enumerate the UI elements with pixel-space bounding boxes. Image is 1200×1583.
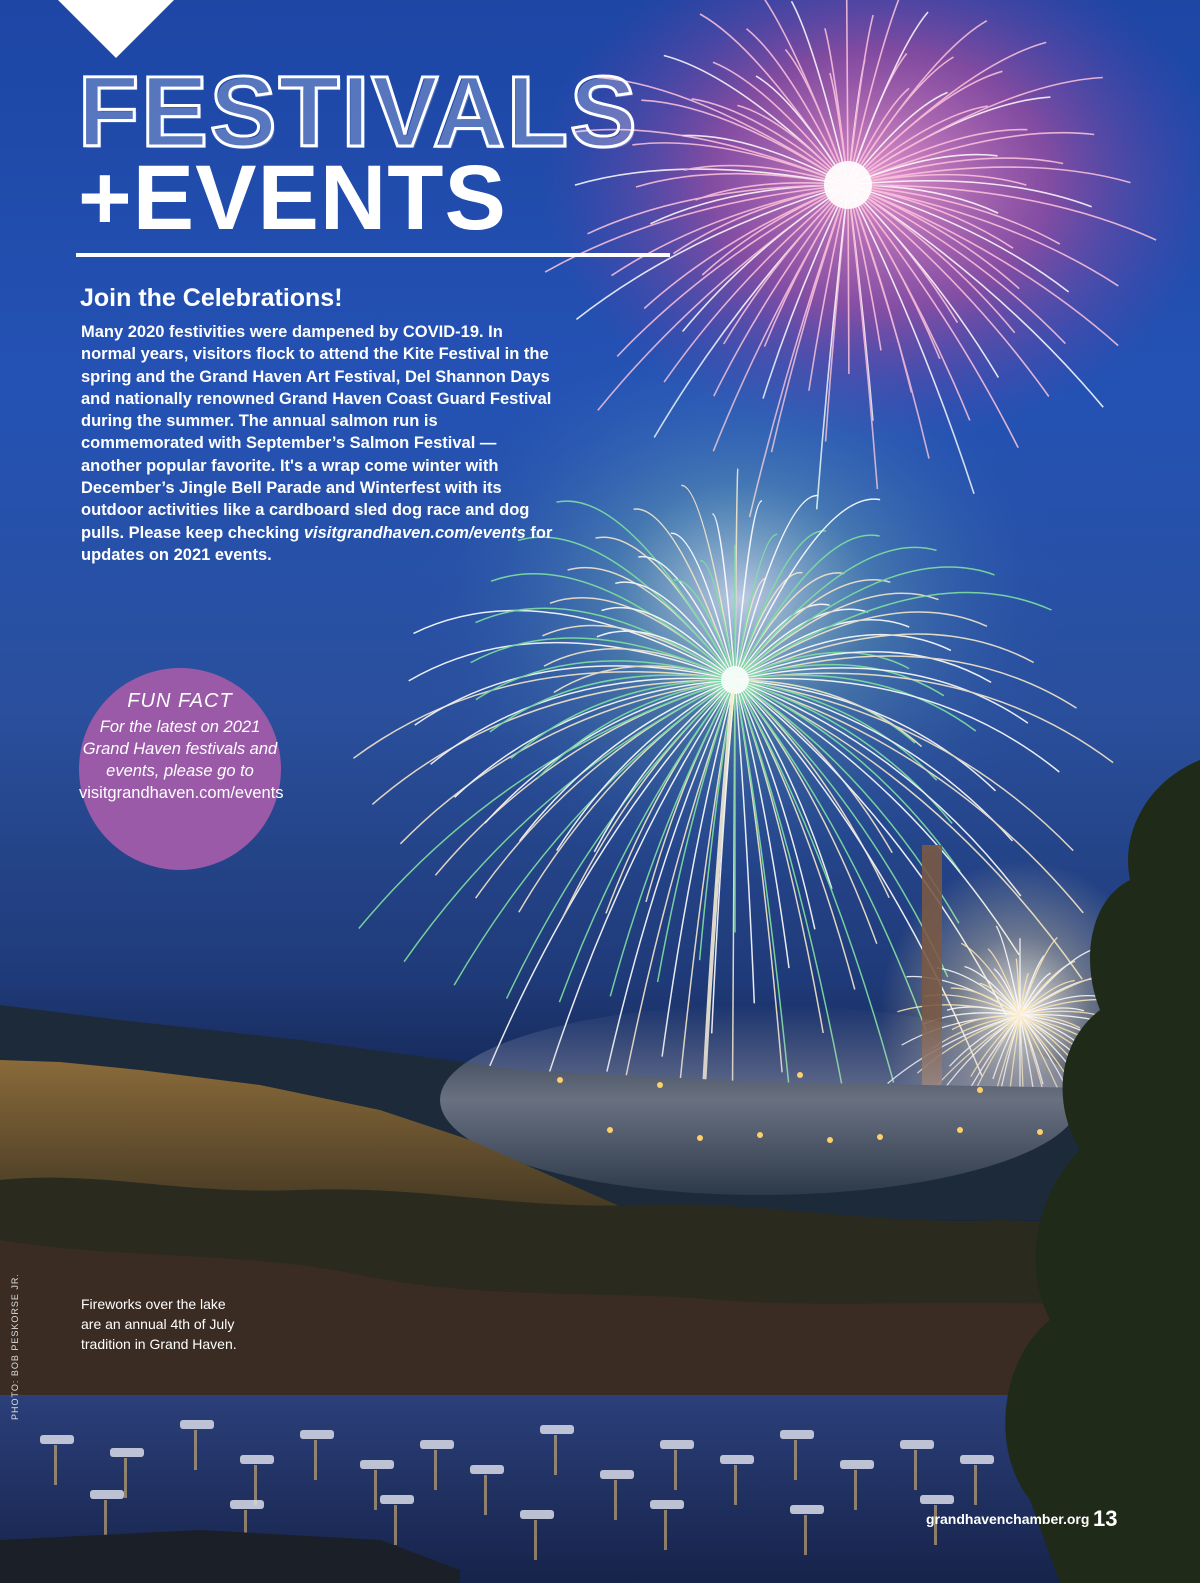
light-reflection: [674, 1450, 677, 1490]
boat: [960, 1455, 994, 1464]
shore-light: [797, 1072, 803, 1078]
light-reflection: [554, 1435, 557, 1475]
boat: [600, 1470, 634, 1479]
light-reflection: [434, 1450, 437, 1490]
boat: [920, 1495, 954, 1504]
boat: [90, 1490, 124, 1499]
firework-smoke: [440, 1005, 1080, 1195]
light-reflection: [484, 1475, 487, 1515]
shore-light: [957, 1127, 963, 1133]
boat: [540, 1425, 574, 1434]
light-reflection: [734, 1465, 737, 1505]
shore-light: [827, 1137, 833, 1143]
page-number: 13: [1093, 1506, 1118, 1531]
shore-light: [697, 1135, 703, 1141]
article-body-intro: Many 2020 festivities were dampened by COVID-19. In normal years, visitors flock to attend the Kite Festival in the spring and the Grand Haven Art Festival, Del Shannon Days and nationally renowned Grand Haven Coast Guard Festival during the summer. The annual salmon run is commemorated with September’s Salmon Festival — another popular favorite. It's a wrap come winter with December’s Jingle Bell Parade and Winterfest with its outdoor activities like a cardboard sled dog race and dog pulls. Please keep checking: [81, 323, 552, 542]
boat: [300, 1430, 334, 1439]
light-reflection: [804, 1515, 807, 1555]
title-divider: [76, 253, 670, 257]
fun-fact-text: For the latest on 2021 Grand Haven festivals and events, please go to: [82, 718, 278, 780]
boat: [660, 1440, 694, 1449]
light-reflection: [104, 1500, 107, 1540]
shore-light: [557, 1077, 563, 1083]
fun-fact-badge: [79, 668, 284, 870]
light-reflection: [794, 1440, 797, 1480]
boat: [420, 1440, 454, 1449]
boat: [240, 1455, 274, 1464]
article-subhead: Join the Celebrations!: [80, 284, 343, 312]
shore-light: [607, 1127, 613, 1133]
boat: [840, 1460, 874, 1469]
boat: [40, 1435, 74, 1444]
light-reflection: [194, 1430, 197, 1470]
light-reflection: [914, 1450, 917, 1490]
shore-light: [1037, 1129, 1043, 1135]
boat: [180, 1420, 214, 1429]
shore-light: [977, 1087, 983, 1093]
shore-light: [657, 1082, 663, 1088]
boat: [720, 1455, 754, 1464]
boat: [650, 1500, 684, 1509]
light-reflection: [394, 1505, 397, 1545]
light-reflection: [54, 1445, 57, 1485]
boat: [110, 1448, 144, 1457]
fun-fact-title: FUN FACT: [127, 690, 233, 712]
boat: [470, 1465, 504, 1474]
fun-fact-url[interactable]: visitgrandhaven.com/events: [79, 784, 284, 802]
light-reflection: [614, 1480, 617, 1520]
page-title-events: +EVENTS: [78, 147, 507, 249]
light-reflection: [124, 1458, 127, 1498]
shore-light: [757, 1132, 763, 1138]
page-title-festivals: FESTIVALS: [78, 56, 639, 168]
article-body-end: for updates on 2021 events.: [81, 523, 553, 564]
pink-firework-core: [824, 161, 872, 209]
light-reflection: [854, 1470, 857, 1510]
boat: [790, 1505, 824, 1514]
light-reflection: [374, 1470, 377, 1510]
shore-light: [877, 1134, 883, 1140]
light-reflection: [664, 1510, 667, 1550]
article-body: [81, 321, 561, 566]
boat: [380, 1495, 414, 1504]
boat: [780, 1430, 814, 1439]
light-reflection: [314, 1440, 317, 1480]
light-reflection: [974, 1465, 977, 1505]
events-link[interactable]: visitgrandhaven.com/events: [303, 523, 526, 542]
main-firework-core: [721, 666, 749, 694]
light-reflection: [534, 1520, 537, 1560]
photo-credit: PHOTO: BOB PESKORSE JR.: [10, 1273, 20, 1420]
footer-url[interactable]: grandhavenchamber.org: [926, 1511, 1090, 1527]
corner-tab-marker: [58, 0, 174, 58]
boat: [360, 1460, 394, 1469]
light-reflection: [254, 1465, 257, 1505]
photo-caption: Fireworks over the lake are an annual 4th of July tradition in Grand Haven.: [81, 1296, 237, 1352]
boat: [230, 1500, 264, 1509]
boat: [520, 1510, 554, 1519]
boat: [900, 1440, 934, 1449]
